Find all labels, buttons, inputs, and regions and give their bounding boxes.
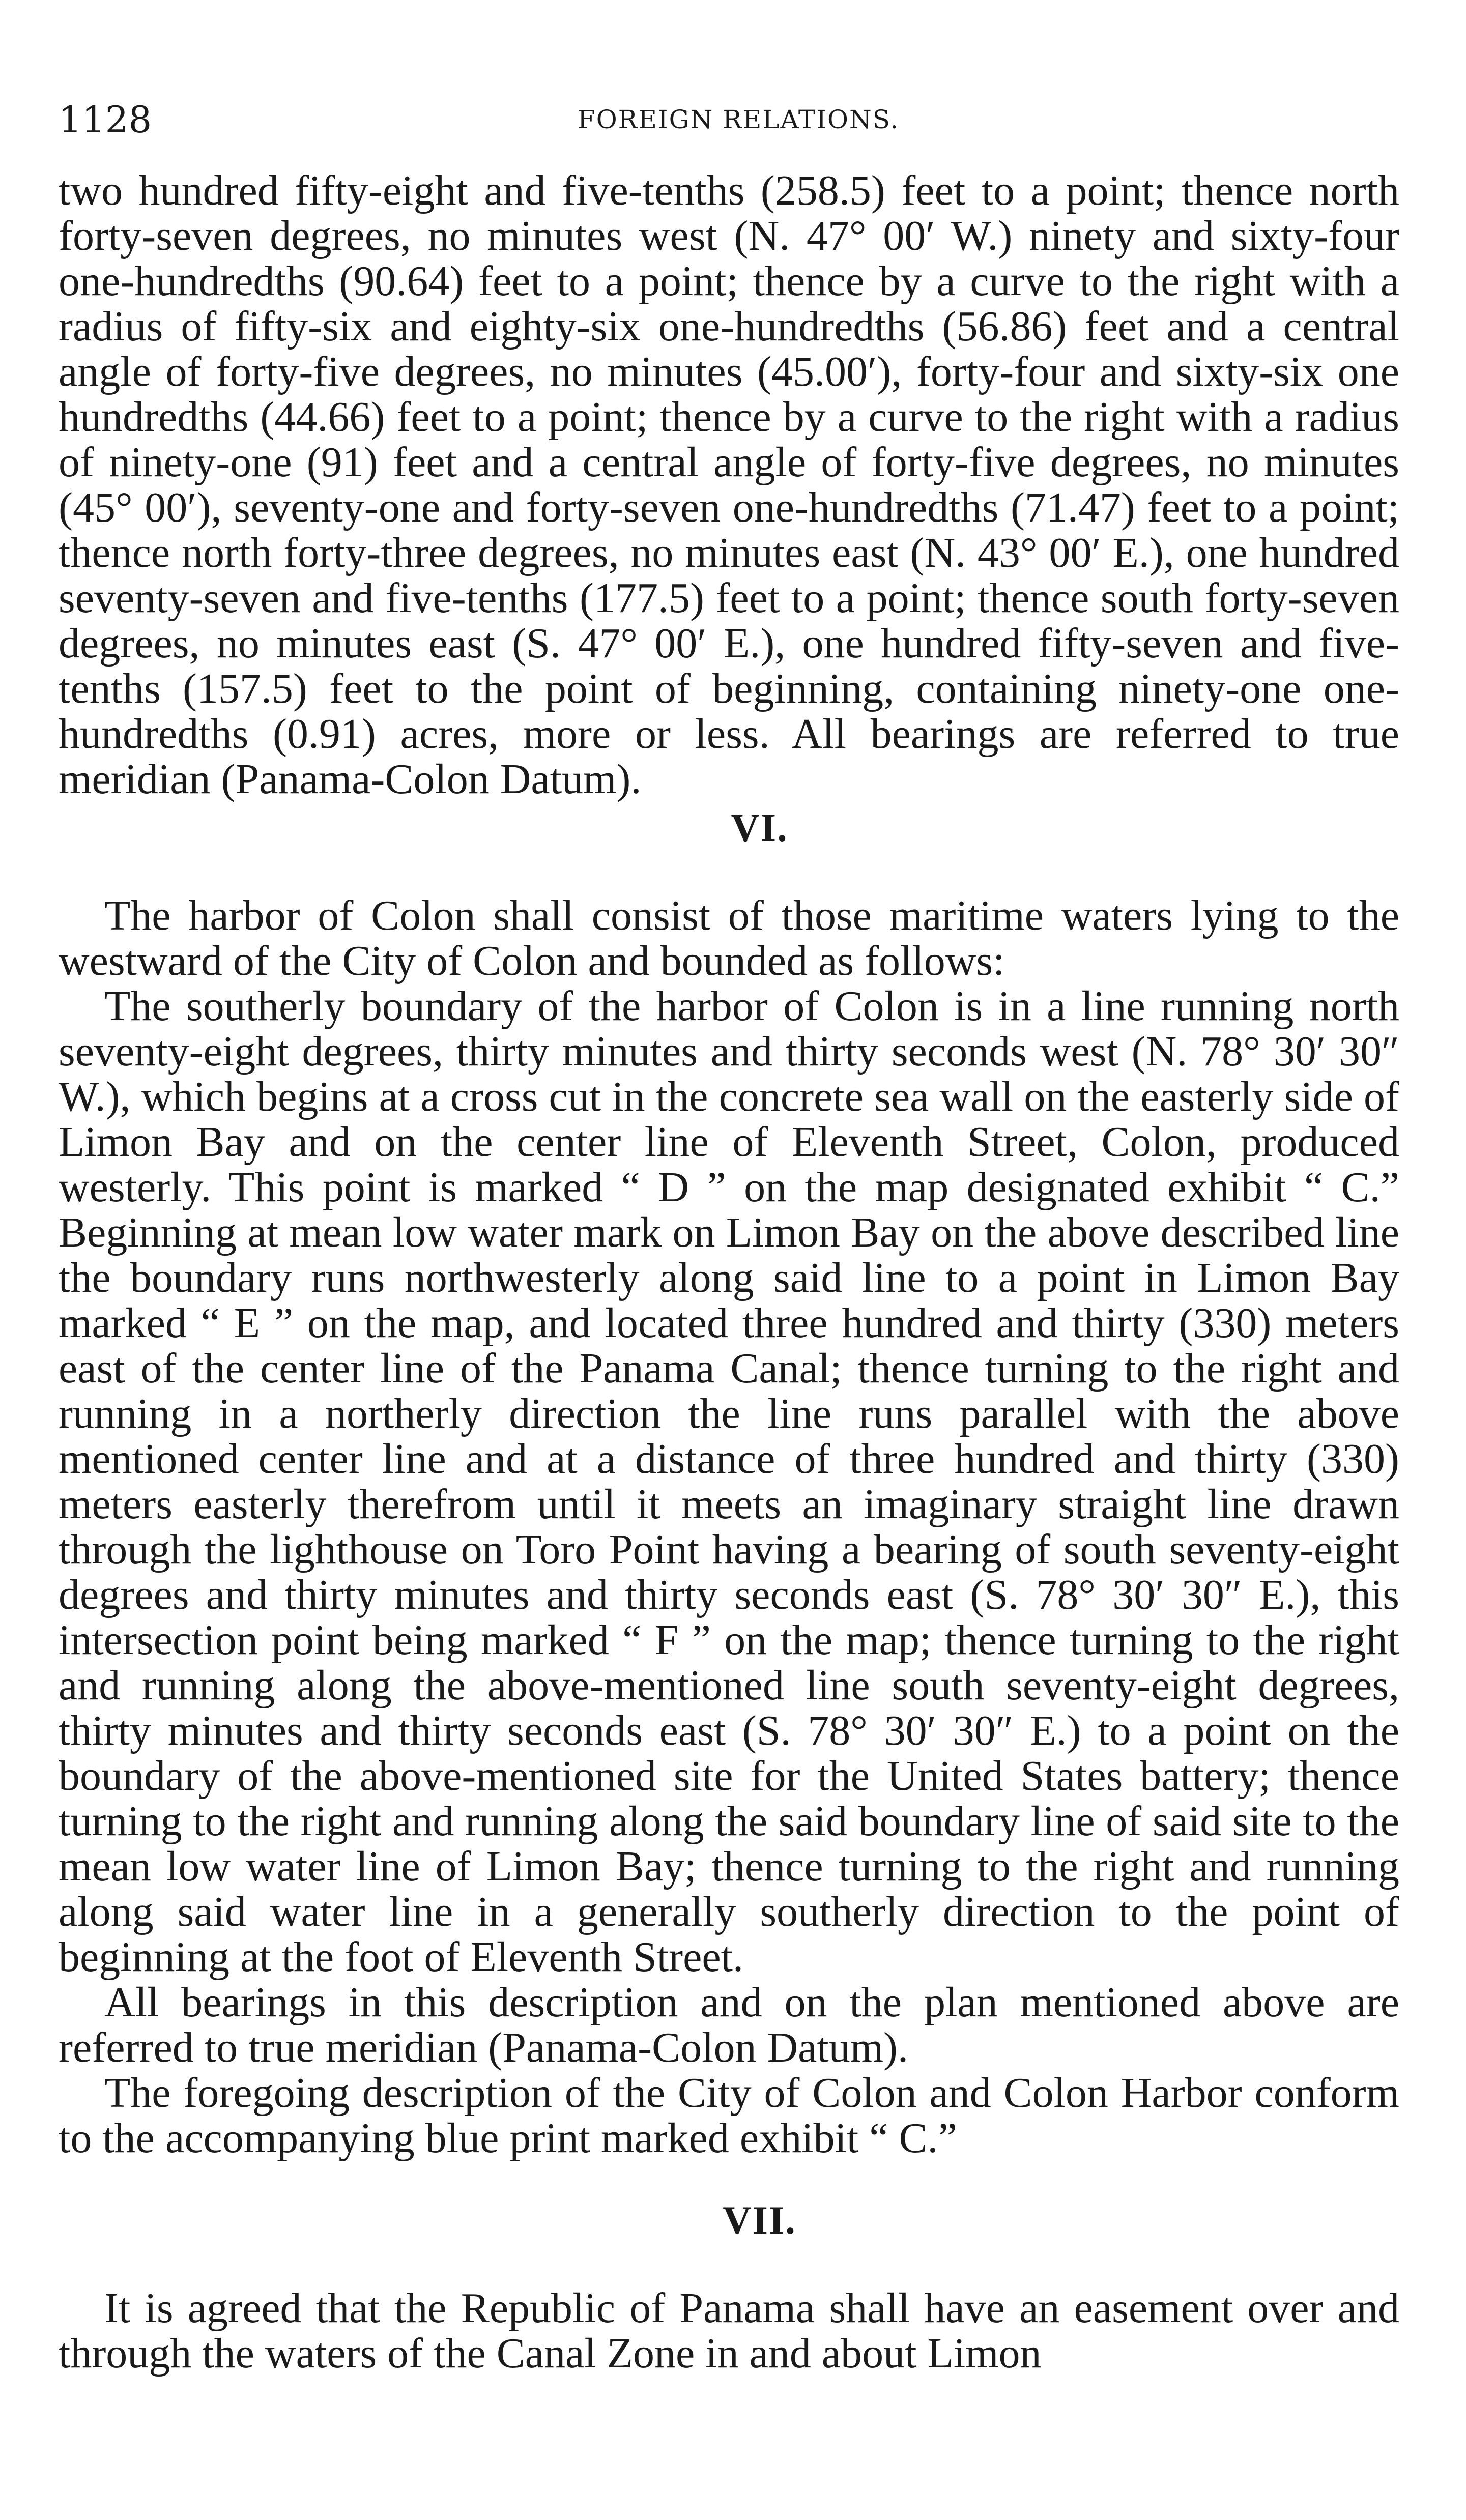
section-heading-vi: VI.	[731, 805, 788, 850]
paragraph: The foregoing description of the City of Colon and Colon Harbor conform to the accompanying blue print marked exhibit “ C.”	[59, 2069, 1399, 2162]
page-number: 1128	[59, 98, 152, 141]
paragraph: It is agreed that the Republic of Panama shall have an easement over and through the waters of the Canal Zone in and about Limon	[59, 2284, 1399, 2377]
paragraph: The southerly boundary of the harbor of Colon is in a line running north seventy-eight degrees, thirty minutes and thirty seconds west (N. 78° 30′ 30″ W.), which begins at a cross cut in the concrete sea wall on the easterly side of Limon Bay and on the center line of Eleventh Street, Colon, produced westerly. This point is marked “ D ” on the map designated exhibit “ C.” Beginning at mean low water mark on Limon Bay on the above described line the boundary runs northwesterly along said line to a point in Limon Bay marked “ E ” on the map, and located three hundred and thirty (330) meters east of the center line of the Panama Canal; thence turning to the right and running in a northerly direction the line runs parallel with the above mentioned center line and at a distance of three hundred and thirty (330) meters easterly therefrom until it meets an imaginary straight line drawn through the lighthouse on Toro Point having a bearing of south seventy-eight degrees and thirty minutes and thirty seconds east (S. 78° 30′ 30″ E.), this intersection point being marked “ F ” on the map; thence turning to the right and running along the above-mentioned line south seventy-eight degrees, thirty minutes and thirty seconds east (S. 78° 30′ 30″ E.) to a point on the boundary of the above-mentioned site for the United States battery; thence turning to the right and running along the said boundary line of said site to the mean low water line of Limon Bay; thence turning to the right and running along said water line in a generally southerly direction to the point of beginning at the foot of Eleventh Street.	[59, 982, 1399, 1981]
page-header	[59, 92, 1412, 148]
paragraph: All bearings in this description and on the plan mentioned above are referred to true meridian (Panama-Colon Datum).	[59, 1979, 1399, 2071]
body-text	[59, 168, 1399, 2376]
continued-paragraph: two hundred fifty-eight and five-tenths (258.5) feet to a point; thence north forty-seven degrees, no minutes west (N. 47° 00′ W.) ninety and sixty-four one-hundredths (90.64) feet to a point; thence by a curve to the right with a radius of fifty-six and eighty-six one-hundredths (56.86) feet and a central angle of forty-five degrees, no minutes (45.00′), forty-four and sixty-six one hundredths (44.66) feet to a point; thence by a curve to the right with a radius of ninety-one (91) feet and a central angle of forty-five degrees, no minutes (45° 00′), seventy-one and forty-seven one-hundredths (71.47) feet to a point; thence north forty-three degrees, no minutes east (N. 43° 00′ E.), one hundred seventy-seven and five-tenths (177.5) feet to a point; thence south forty-seven degrees, no minutes east (S. 47° 00′ E.), one hundred fifty-seven and five-tenths (157.5) feet to the point of beginning, containing ninety-one one-hundredths (0.91) acres, more or less. All bearings are referred to true meridian (Panama-Colon Datum).	[59, 167, 1399, 803]
running-title: FOREIGN RELATIONS.	[578, 105, 900, 134]
paragraph: The harbor of Colon shall consist of those maritime waters lying to the westward of the City of Colon and bounded as follows:	[59, 892, 1399, 984]
section-heading-vii: VII.	[723, 2198, 796, 2242]
